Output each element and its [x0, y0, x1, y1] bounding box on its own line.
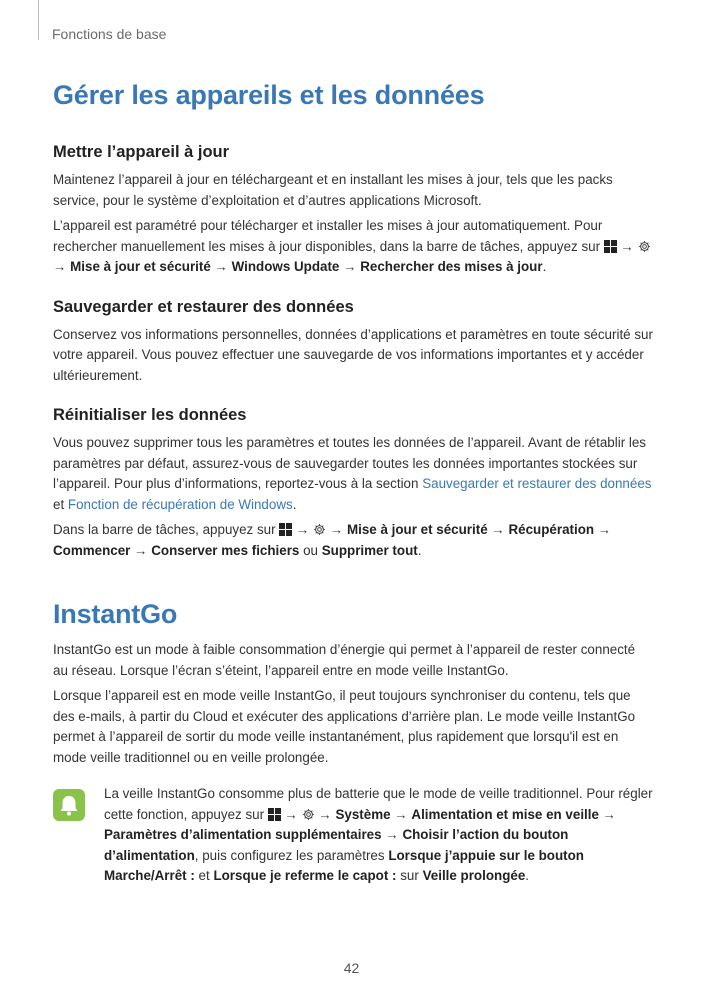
section-header: Fonctions de base [52, 26, 167, 42]
windows-icon [279, 523, 292, 536]
page-content [53, 80, 653, 887]
windows-icon [604, 240, 617, 253]
note-box [53, 784, 653, 887]
para-update-2: L’appareil est paramétré pour télécharger et installer les mises à jour automatiquement. Pour rechercher manuellement les mises à jour disponibles, dans la barre de tâches, appuyez sur → → Mise à jour et sécurité → Windows Update → Rechercher des mises à jour. [53, 216, 653, 278]
section-title-manage: Gérer les appareils et les données [53, 80, 485, 110]
para-reset-1: Vous pouvez supprimer tous les paramètres et toutes les données de l’appareil. Avant de rétablir les paramètres par défaut, assurez-vous de sauvegarder toutes les données importantes stockées sur l’appareil. Pour plus d’informations, reportez-vous à la section Sauvegarder et restaurer des données et Fonction de récupération de Windows. [53, 435, 652, 512]
header-rail [38, 0, 39, 40]
section-title-instantgo: InstantGo [53, 599, 178, 629]
para-instantgo-1: InstantGo est un mode à faible consommation d’énergie qui permet à l’appareil de rester connecté au réseau. Lorsque l’écran s’éteint, l’appareil entre en mode veille InstantGo. [53, 642, 636, 678]
gear-icon [638, 240, 651, 253]
link-backup-restore[interactable]: Sauvegarder et restaurer des données [422, 476, 652, 491]
page-number: 42 [343, 960, 360, 976]
para-backup: Conservez vos informations personnelles, données d’applications et paramètres en toute sécurité sur votre appareil. Vous pouvez effectuer une sauvegarde de vos informations importantes et y accéder ultérieurement. [53, 326, 653, 383]
para-update-1: Maintenez l’appareil à jour en téléchargeant et en installant les mises à jour, tels que les packs service, pour le système d’exploitation et d’autres applications Microsoft. [53, 172, 613, 208]
heading-reset: Réinitialiser les données [53, 406, 247, 424]
link-windows-recovery[interactable]: Fonction de récupération de Windows [67, 496, 293, 512]
note-text: La veille InstantGo consomme plus de batterie que le mode de veille traditionnel. Pour régler cette fonction, appuyez sur → → Système → Alimentation et mise en veille → Paramètres d’alimentation supplémentaires → Choisir l’action du bouton d’alimentation, puis configurez les paramètres Lorsque j’appuie sur le bouton Marche/Arrêt : et Lorsque je referme le capot : sur Veille prolongée. [104, 786, 653, 883]
para-instantgo-2: Lorsque l’appareil est en mode veille InstantGo, il peut toujours synchroniser du contenu, tels que des e-mails, à partir du Cloud et exécuter des applications d’arrière plan. Le mode veille InstantGo permet à l’appareil de sortir du mode veille instantanément, plus rapidement que lorsqu'il est en mode veille traditionnel ou en veille prolongée. [53, 688, 636, 765]
heading-backup: Sauvegarder et restaurer des données [53, 297, 354, 316]
para-reset-2: Dans la barre de tâches, appuyez sur → → Mise à jour et sécurité → Récupération → Commencer → Conserver mes fichiers ou Supprimer tout. [53, 522, 612, 558]
heading-update: Mettre l’appareil à jour [53, 143, 230, 161]
gear-icon [313, 523, 326, 536]
windows-icon [268, 808, 281, 821]
gear-icon [302, 808, 315, 821]
bell-icon [53, 789, 85, 821]
